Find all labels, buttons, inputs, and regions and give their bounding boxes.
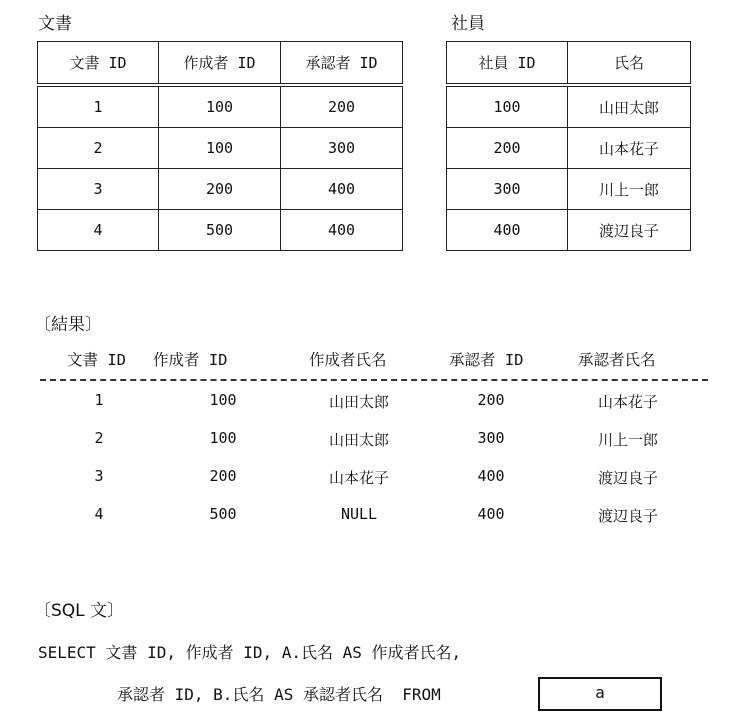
emp-table xyxy=(446,41,691,251)
doc-cell: 100 xyxy=(159,128,281,169)
doc-cell: 500 xyxy=(159,210,281,251)
doc-header-approver-id: 承認者 ID xyxy=(281,42,403,86)
result-cell: NULL xyxy=(340,505,378,523)
emp-cell: 渡辺良子 xyxy=(568,210,691,251)
doc-cell: 400 xyxy=(281,210,403,251)
doc-header-doc-id: 文書 ID xyxy=(38,42,159,86)
emp-cell: 川上一郎 xyxy=(568,169,691,210)
table-row xyxy=(447,85,691,128)
table-row xyxy=(447,169,691,210)
sql-line-2: 承認者 ID, B.氏名 AS 承認者氏名 FROM xyxy=(117,685,441,704)
doc-cell: 100 xyxy=(159,85,281,128)
doc-cell: 200 xyxy=(159,169,281,210)
doc-cell: 400 xyxy=(281,169,403,210)
result-cell: 山本花子 xyxy=(328,469,390,487)
result-cell: 100 xyxy=(209,429,237,447)
doc-cell: 1 xyxy=(38,85,159,128)
table-row xyxy=(447,210,691,251)
table-row xyxy=(38,128,403,169)
table-row xyxy=(38,210,403,251)
blank-box-a: a xyxy=(538,677,662,711)
result-cell: 渡辺良子 xyxy=(597,469,659,487)
emp-table-caption: 社員 xyxy=(451,14,485,34)
result-cell: 2 xyxy=(94,429,104,447)
doc-cell: 300 xyxy=(281,128,403,169)
table-row xyxy=(0,467,732,505)
result-cell: 4 xyxy=(94,505,104,523)
doc-table-header-row xyxy=(38,42,403,86)
doc-cell: 3 xyxy=(38,169,159,210)
table-row xyxy=(447,128,691,169)
result-cell: 渡辺良子 xyxy=(597,507,659,525)
result-cell: 3 xyxy=(94,467,104,485)
result-header-approver-id: 承認者 ID xyxy=(449,351,524,369)
result-cell: 山田太郎 xyxy=(328,431,390,449)
emp-cell: 400 xyxy=(447,210,568,251)
emp-cell: 200 xyxy=(447,128,568,169)
emp-header-name: 氏名 xyxy=(568,42,691,86)
result-header-approver-name: 承認者氏名 xyxy=(578,351,656,369)
sql-line-1: SELECT 文書 ID, 作成者 ID, A.氏名 AS 作成者氏名, xyxy=(38,643,462,662)
emp-table-header-row xyxy=(447,42,691,86)
doc-cell: 4 xyxy=(38,210,159,251)
table-row xyxy=(38,85,403,128)
emp-cell: 山本花子 xyxy=(568,128,691,169)
emp-cell: 100 xyxy=(447,85,568,128)
emp-header-emp-id: 社員 ID xyxy=(447,42,568,86)
result-cell: 200 xyxy=(477,391,505,409)
doc-cell: 2 xyxy=(38,128,159,169)
table-row xyxy=(38,169,403,210)
result-cell: 500 xyxy=(209,505,237,523)
result-cell: 400 xyxy=(477,467,505,485)
doc-cell: 200 xyxy=(281,85,403,128)
table-row xyxy=(0,505,732,543)
result-divider xyxy=(40,379,708,381)
result-header-author-name: 作成者氏名 xyxy=(309,351,387,369)
result-cell: 1 xyxy=(94,391,104,409)
result-caption: 〔結果〕 xyxy=(34,315,102,335)
sql-caption: 〔SQL 文〕 xyxy=(34,601,125,621)
doc-header-author-id: 作成者 ID xyxy=(159,42,281,86)
result-cell: 山本花子 xyxy=(597,393,659,411)
doc-table-caption: 文書 xyxy=(38,14,72,34)
result-cell: 300 xyxy=(477,429,505,447)
emp-cell: 300 xyxy=(447,169,568,210)
result-cell: 川上一郎 xyxy=(597,431,659,449)
result-header-author-id: 作成者 ID xyxy=(153,351,228,369)
table-row xyxy=(0,391,732,429)
result-cell: 100 xyxy=(209,391,237,409)
doc-table xyxy=(37,41,403,251)
result-cell: 400 xyxy=(477,505,505,523)
emp-cell: 山田太郎 xyxy=(568,85,691,128)
result-cell: 山田太郎 xyxy=(328,393,390,411)
table-row xyxy=(0,429,732,467)
result-header-doc-id: 文書 ID xyxy=(67,351,126,369)
result-cell: 200 xyxy=(209,467,237,485)
